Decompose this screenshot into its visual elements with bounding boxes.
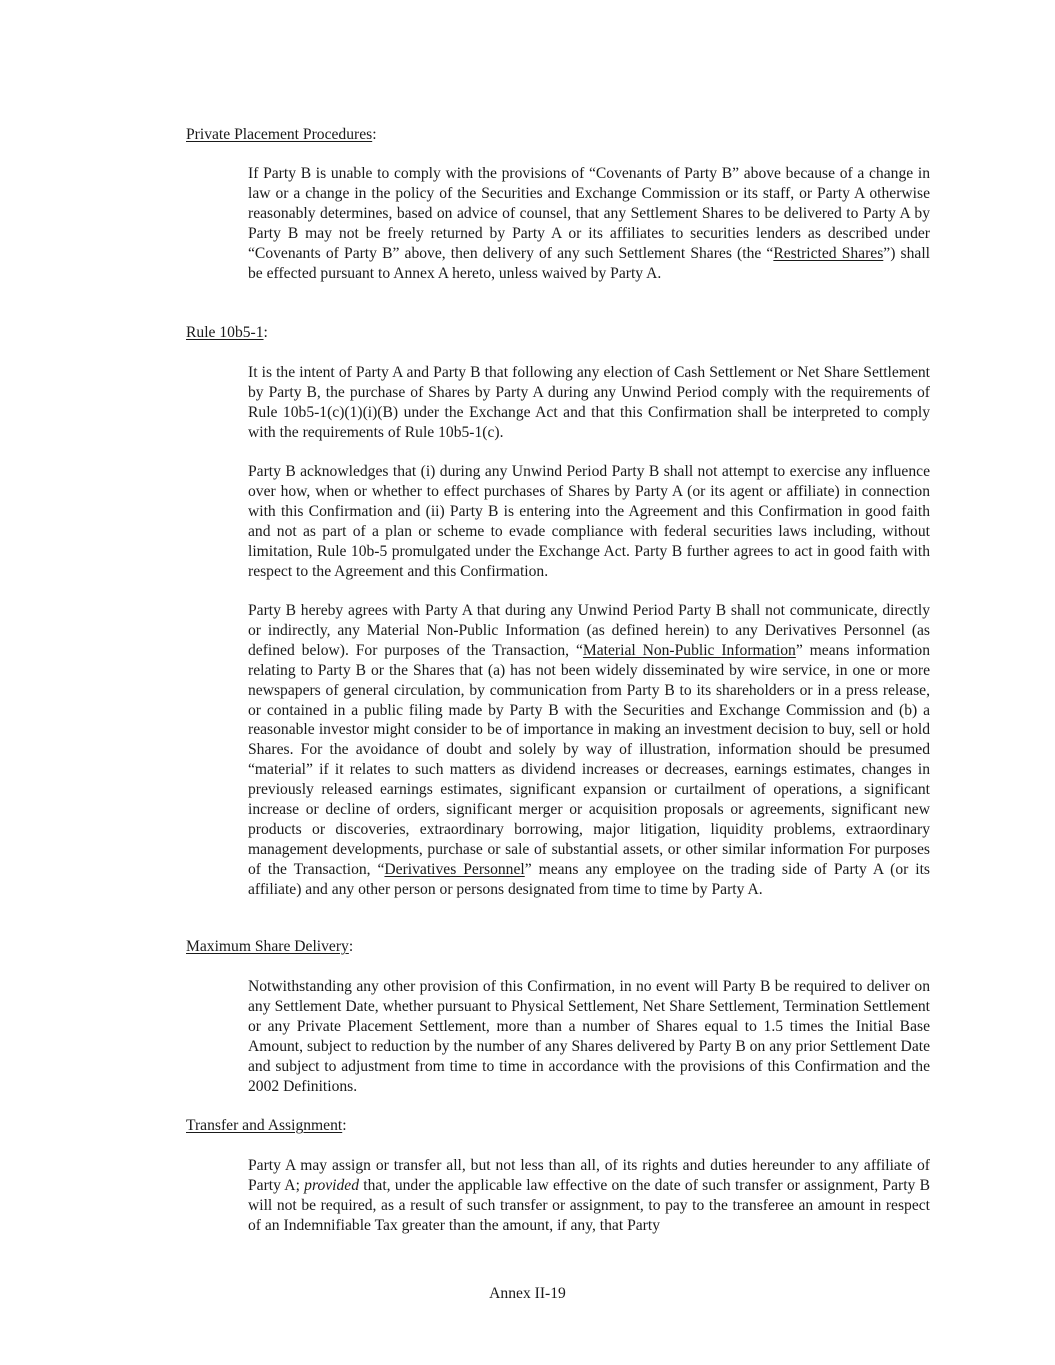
text-run: ”) shall be effected pursuant to Annex A hereto, unless waived by Party A. (248, 244, 930, 282)
heading-colon: : (342, 1117, 347, 1134)
text-run: Party A may assign or transfer all, but not less than all, of its rights and duties hereunder to any affiliate of Party A; (248, 1157, 930, 1194)
heading-text: Transfer and Assignment (186, 1117, 343, 1134)
paragraph (248, 977, 930, 1096)
heading-maximum-share-delivery (186, 937, 353, 957)
text-run: Party B hereby agrees with Party A that during any Unwind Period Party B shall not communicate, directly or indirectly, any Material Non-Public Information (as defined herein) to any Derivatives Personnel (as defined below). For purposes of the Transaction, “ (248, 602, 930, 659)
heading-colon: : (372, 126, 377, 143)
text-run: If Party B is unable to comply with the provisions of “Covenants of Party B” above because of a change in law or a change in the policy of the Securities and Exchange Commission or its staff, or Party A otherwise reasonably determines, based on advice of counsel, that any Settlement Shares to be delivered to Party A by Party B may not be freely returned by Party A or its affiliates to securities lenders as described under “Covenants of Party B” above, then delivery of any such Settlement Shares (the “ (248, 165, 930, 262)
heading-text: Rule 10b5-1 (186, 324, 264, 341)
page-footer: Annex II-19 (489, 1285, 566, 1302)
heading-colon: : (348, 938, 354, 955)
paragraph (248, 462, 930, 581)
heading-private-placement (186, 125, 377, 145)
defined-term: Material Non-Public Information (582, 641, 796, 659)
heading-text: Maximum Share Delivery (186, 938, 349, 955)
text-run: It is the intent of Party A and Party B that following any election of Cash Settlement or Net Share Settlement by Party B, the purchase of Shares by Party A during any Unwind Period comply with the requirements of Rule 10b5-1(c)(1)(i)(B) under the Exchange Act and that this Confirmation shall be interpreted to comply with the requirements of Rule 10b5-1(c). (248, 364, 930, 441)
text-run: that, under the applicable law effective on the date of such transfer or assignment, Party B will not be required, as a result of such transfer or assignment, to pay to the transferee an amount in respect of an Indemnifiable Tax greater than the amount, if any, that Party (248, 1176, 930, 1234)
heading-text: Private Placement Procedures (186, 126, 373, 143)
paragraph (248, 363, 930, 443)
paragraph (248, 601, 930, 900)
paragraph (248, 164, 930, 283)
heading-rule-10b5-1 (186, 323, 268, 343)
defined-term: Restricted Shares (773, 244, 884, 262)
defined-term: Derivatives Personnel (384, 860, 525, 878)
text-run: ” means any employee on the trading side of Party A (or its affiliate) and any other person or persons designated from time to time by Party A. (248, 860, 931, 898)
heading-colon: : (263, 324, 268, 341)
paragraph (248, 1156, 930, 1236)
text-run: Notwithstanding any other provision of this Confirmation, in no event will Party B be required to deliver on any Settlement Date, whether pursuant to Physical Settlement, Net Share Settlement, Termination Settlement or any Private Placement Settlement, more than a number of Shares equal to 1.5 times the Initial Base Amount, subject to reduction by the number of any Shares delivered by Party B on any prior Settlement Date and subject to adjustment from time to time in accordance with the provisions of this Confirmation and the 2002 Definitions. (248, 978, 930, 1095)
italic-term: provided (304, 1176, 360, 1194)
text-run: Party B acknowledges that (i) during any Unwind Period Party B shall not attempt to exercise any influence over how, when or whether to effect purchases of Shares by Party A (or its agent or affiliate) in connection with this Confirmation and (ii) Party B is entering into the Agreement and this Confirmation in good faith and not as part of a plan or scheme to evade compliance with federal securities laws including, without limitation, Rule 10b-5 promulgated under the Exchange Act. Party B further agrees to act in good faith with respect to the Agreement and this Confirmation. (248, 463, 930, 580)
text-run: ” means information relating to Party B or the Shares that (a) has not been widely disseminated by wire service, in one or more newspapers of general circulation, by communication from Party B to its shareholders or in a press release, or contained in a public filing made by Party B with the Securities and Exchange Commission and (b) a reasonable investor might consider to be of importance in making an investment decision to buy, sell or hold Shares. For the avoidance of doubt and solely by way of illustration, information should be presumed “material” if it relates to such matters as dividend increases or decreases, earnings estimates, changes in previously released earnings estimates, significant expansion or curtailment of operations, a significant increase or decline of orders, significant merger or acquisition proposals or agreements, significant new products or discoveries, extraordinary borrowing, major litigation, liquidity problems, extraordinary management developments, purchase or sale of substantial assets, or other similar information For purposes of the Transaction, “ (248, 641, 930, 878)
heading-transfer-and-assignment (186, 1116, 347, 1136)
